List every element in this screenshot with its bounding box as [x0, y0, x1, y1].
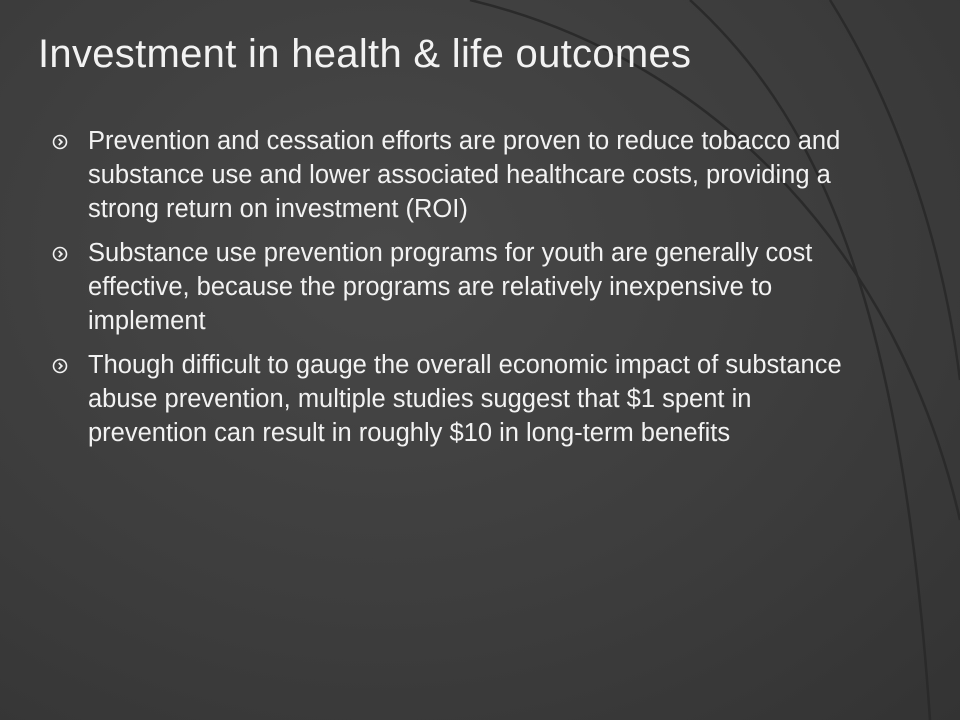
bullet-text: Prevention and cessation efforts are proven to reduce tobacco and substance use and lower associated healthcare costs, providing a strong return on investment (ROI): [88, 127, 841, 223]
slide-title: Investment in health & life outcomes: [38, 32, 692, 76]
bullet-text: Substance use prevention programs for youth are generally cost effective, because the programs are relatively inexpensive to implement: [88, 239, 813, 335]
bullet-list: [52, 124, 842, 460]
circled-chevron-icon: [52, 134, 68, 150]
circled-chevron-icon: [52, 358, 68, 374]
circled-chevron-icon: [52, 246, 68, 262]
bullet-item: [52, 348, 842, 450]
bullet-item: [52, 236, 842, 338]
bullet-item: [52, 124, 842, 226]
bullet-text: Though difficult to gauge the overall economic impact of substance abuse prevention, multiple studies suggest that $1 spent in prevention can result in roughly $10 in long-term benefits: [88, 351, 842, 447]
